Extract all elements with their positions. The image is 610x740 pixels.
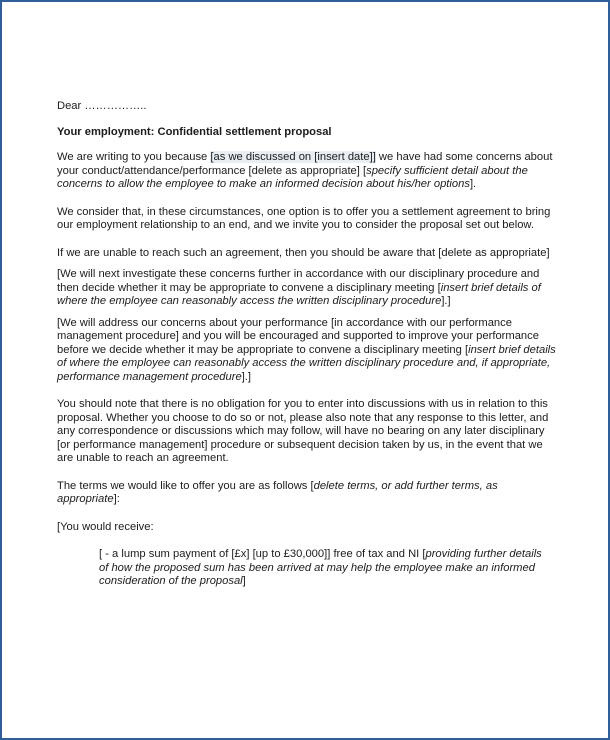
italic-instruction: delete terms, or add further terms, as appropriate bbox=[57, 479, 498, 505]
paragraph-option: We consider that, in these circumstances, one option is to offer you a settlement agreement to bring our employment relationship to an end, and we invite you to consider the proposal set out below. bbox=[57, 205, 551, 231]
paragraph-reason bbox=[57, 151, 557, 192]
paragraph-performance bbox=[57, 317, 557, 385]
list-item-lump-sum bbox=[99, 548, 547, 589]
paragraph-terms-close: ]: bbox=[113, 493, 120, 505]
paragraph-investigate-close: ].] bbox=[441, 295, 451, 307]
paragraph-investigate bbox=[57, 268, 557, 309]
paragraph-reason-text-2: we have had some concerns about your conduct/attendance/performance [delete as appropriate] [ bbox=[57, 151, 553, 177]
letter-body bbox=[57, 100, 557, 589]
paragraph-unable: If we are unable to reach such an agreement, then you should be aware that [delete as appropriate] bbox=[57, 246, 550, 259]
paragraph-terms-text: The terms we would like to offer you are as follows [ bbox=[57, 479, 314, 492]
paragraph-investigate-text: [We will next investigate these concerns further in accordance with our disciplinary procedure and then decide whether it may be appropriate to convene a disciplinary meeting [ bbox=[57, 268, 540, 294]
paragraph-performance-text: [We will address our concerns about your performance [in accordance with our performance management procedure] and you will be encouraged and supported to improve your performance before we decide whether it may be appropriate to convene a disciplinary meeting [ bbox=[57, 316, 539, 356]
paragraph-reason-text: We are writing to you because bbox=[57, 151, 211, 163]
paragraph-no-obligation: You should note that there is no obligation for you to enter into discussions with us in relation to this proposal. Whether you choose to do so or not, please also note that any response to this letter, and any correspondence or discussions which may follow, will have no bearing on any later disciplinary [or performance management] procedure or subsequent decision taken by us, in the event that we are unable to reach an agreement. bbox=[57, 398, 549, 464]
italic-instruction: insert brief details of where the employee can reasonably access the written disciplinary procedure bbox=[57, 281, 541, 307]
paragraph-reason-close: ]. bbox=[469, 178, 477, 190]
highlighted-placeholder: [as we discussed on [insert date]] bbox=[210, 151, 376, 163]
paragraph-receive: [You would receive: bbox=[57, 520, 154, 533]
paragraph-performance-close: ].] bbox=[241, 370, 252, 383]
subject-heading: Your employment: Confidential settlement proposal bbox=[57, 125, 332, 138]
italic-instruction: providing further details of how the proposed sum has been arrived at may help the employee make an informed consideration of the proposal bbox=[99, 548, 542, 587]
salutation: Dear …………….. bbox=[57, 100, 147, 112]
lump-sum-close: ] bbox=[242, 575, 246, 587]
lump-sum-text: [ - a lump sum payment of [£x] [up to £30,000]] free of tax and NI [ bbox=[99, 548, 426, 560]
paragraph-terms bbox=[57, 480, 557, 507]
italic-instruction: specify sufficient detail about the concerns to allow the employee to make an informed decision about his/her options bbox=[57, 164, 528, 190]
italic-instruction: insert brief details of where the employee can reasonably access the written disciplinary procedure and, if appropriate, performance management procedure bbox=[57, 343, 556, 383]
